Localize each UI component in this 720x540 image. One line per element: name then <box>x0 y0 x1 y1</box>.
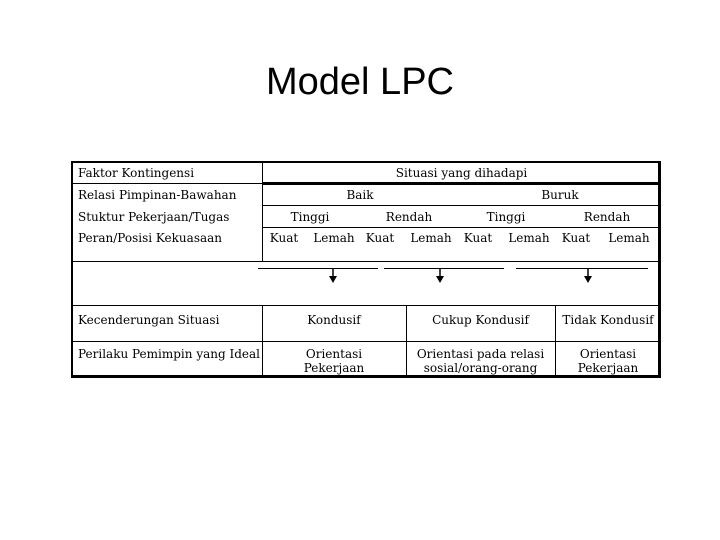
page-title: Model LPC <box>266 61 454 103</box>
peran-kuat: Kuat <box>269 231 299 245</box>
kecenderungan-kondusif: Kondusif <box>307 313 361 327</box>
perilaku-orientasi-pekerjaan: Orientasi Pekerjaan <box>577 347 639 375</box>
label-relasi-pimpinan-bawahan: Relasi Pimpinan-Bawahan <box>78 188 237 202</box>
label-faktor-kontingensi: Faktor Kontingensi <box>78 166 195 180</box>
row-divider <box>262 205 661 206</box>
header-divider-thick <box>262 182 661 185</box>
peran-kuat: Kuat <box>365 231 395 245</box>
peran-kuat: Kuat <box>463 231 493 245</box>
perilaku-orientasi-relasi: Orientasi pada relasi sosial/orang-orang <box>416 347 545 375</box>
down-arrow-icon <box>328 269 338 283</box>
struktur-rendah: Rendah <box>385 210 433 224</box>
situasi-header: Situasi yang dihadapi <box>395 166 528 180</box>
group-bracket-line <box>516 268 648 269</box>
struktur-tinggi: Tinggi <box>290 210 330 224</box>
group-bracket-line <box>258 268 378 269</box>
down-arrow-icon <box>583 269 593 283</box>
peran-lemah: Lemah <box>608 231 650 245</box>
peran-lemah: Lemah <box>508 231 550 245</box>
struktur-tinggi: Tinggi <box>486 210 526 224</box>
row-divider <box>71 341 661 342</box>
row-divider <box>262 227 661 228</box>
row-divider <box>71 261 661 262</box>
down-arrow-icon <box>435 269 445 283</box>
kecenderungan-cukup-kondusif: Cukup Kondusif <box>432 313 529 327</box>
peran-lemah: Lemah <box>313 231 355 245</box>
label-kecenderungan-situasi: Kecenderungan Situasi <box>78 313 220 327</box>
kecenderungan-tidak-kondusif: Tidak Kondusif <box>562 313 654 327</box>
peran-kuat: Kuat <box>561 231 591 245</box>
label-peran-posisi-kekuasaan: Peran/Posisi Kekuasaan <box>78 231 223 245</box>
label-struktur-pekerjaan: Stuktur Pekerjaan/Tugas <box>78 210 230 224</box>
relasi-buruk: Buruk <box>541 188 579 202</box>
perilaku-orientasi-pekerjaan: Orientasi Pekerjaan <box>303 347 365 375</box>
label-perilaku-pemimpin: Perilaku Pemimpin yang Ideal <box>78 347 260 361</box>
peran-lemah: Lemah <box>410 231 452 245</box>
struktur-rendah: Rendah <box>583 210 631 224</box>
relasi-baik: Baik <box>346 188 374 202</box>
row-divider <box>71 305 661 306</box>
